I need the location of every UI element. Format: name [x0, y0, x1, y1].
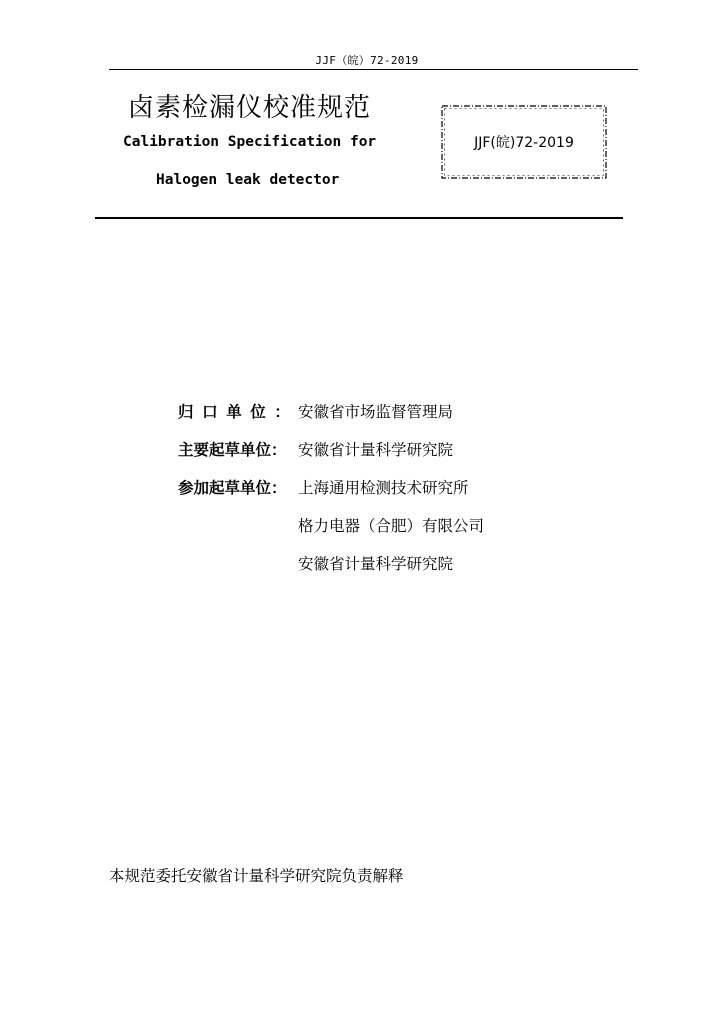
standard-code-text: JJF(皖)72-2019: [474, 135, 574, 151]
header-divider: [109, 69, 638, 70]
org-label-participating-drafter: 参加起草单位：: [178, 479, 287, 497]
org-value-main-drafter: 安徽省计量科学研究院: [298, 441, 454, 459]
org-value-responsible: 安徽省市场监督管理局: [298, 403, 454, 421]
org-label-responsible: 归口单位：: [178, 403, 299, 421]
header-standard-code: JJF（皖）72-2019: [315, 54, 419, 67]
org-value-participating-drafter-3: 安徽省计量科学研究院: [298, 555, 454, 573]
document-title-english-line-1: Calibration Specification for: [123, 134, 377, 150]
document-title-chinese: 卤素检漏仪校准规范: [128, 93, 372, 123]
org-label-main-drafter: 主要起草单位：: [178, 441, 287, 459]
org-row-main-drafter: [178, 438, 453, 460]
interpretation-note: 本规范委托安徽省计量科学研究院负责解释: [109, 867, 404, 885]
title-divider: [95, 217, 623, 219]
org-value-participating-drafter-2: 格力电器（合肥）有限公司: [298, 517, 485, 535]
org-value-participating-drafter-1: 上海通用检测技术研究所: [298, 479, 469, 497]
document-title-english-line-2: Halogen leak detector: [156, 172, 340, 188]
org-row-responsible: [178, 400, 453, 422]
org-row-participating-drafter: [178, 476, 469, 498]
standard-code-frame: [440, 104, 608, 180]
